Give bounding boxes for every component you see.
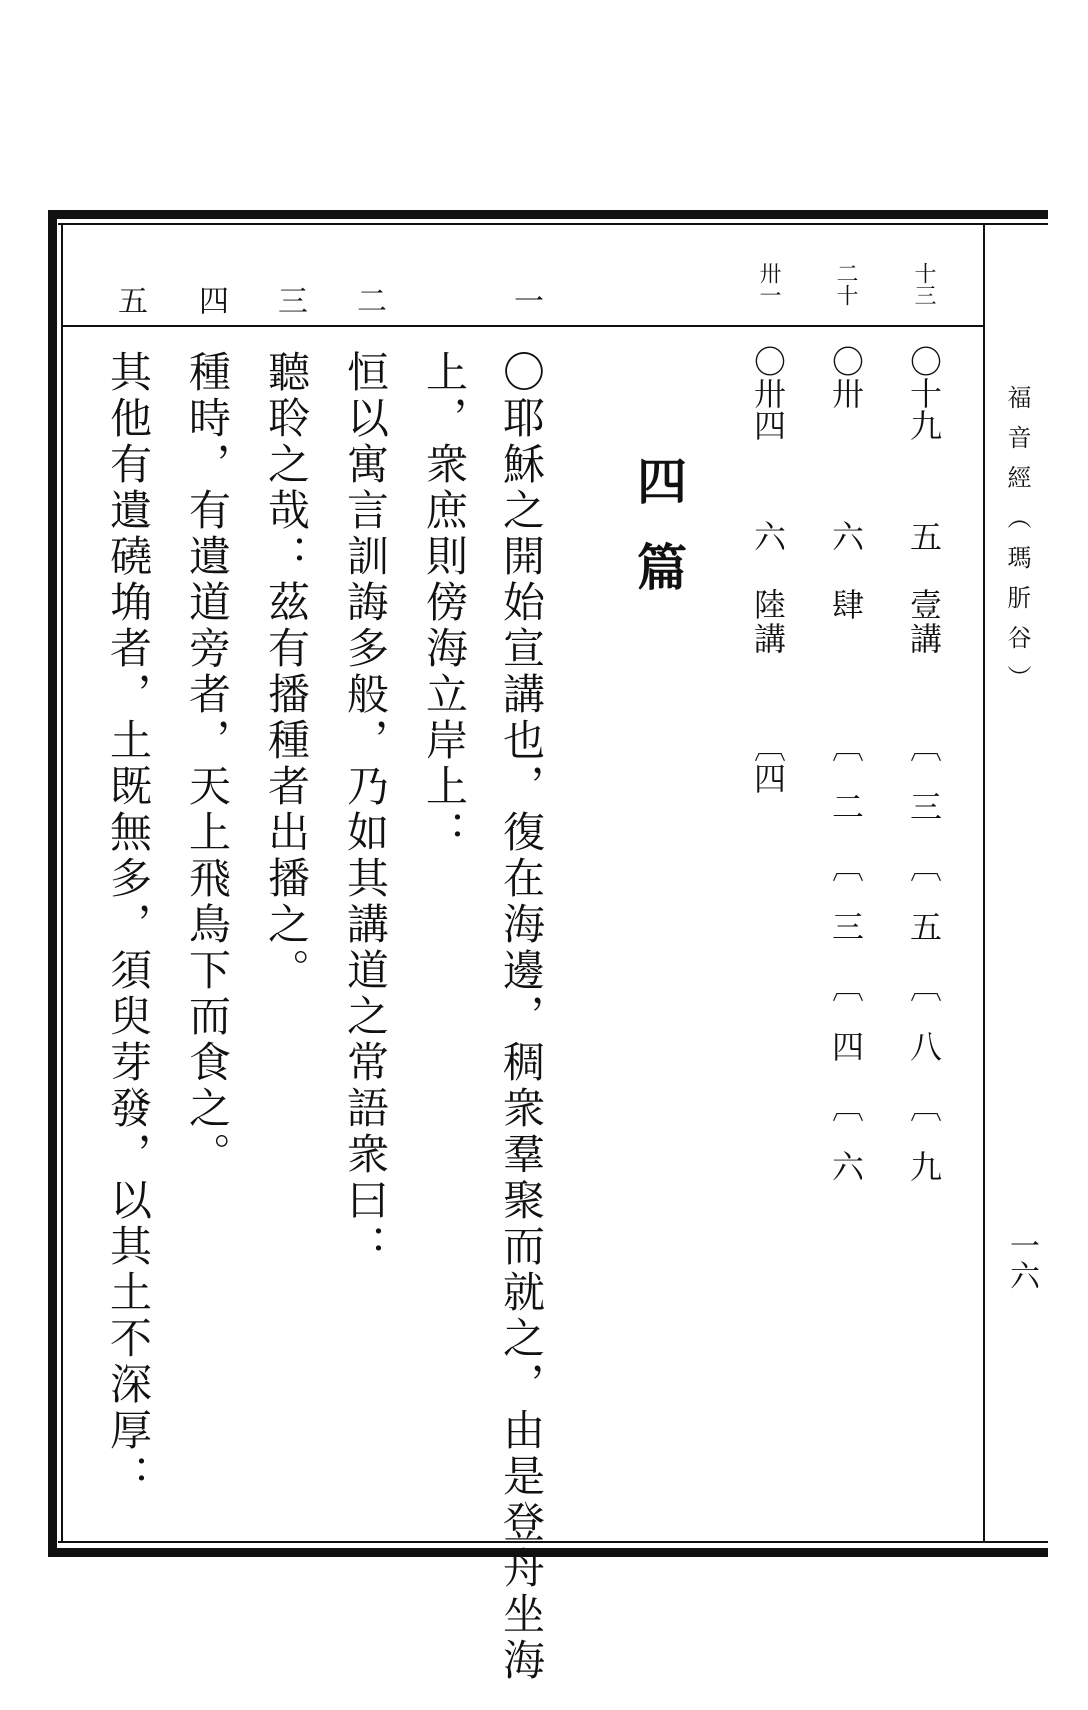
frame-top-border	[48, 210, 1048, 219]
verse-number: 二	[351, 285, 386, 315]
cross-ref-mid: 六 陸講	[749, 520, 787, 656]
frame-bottom-inner-border	[58, 1541, 1048, 1543]
verse-number: 五	[112, 285, 147, 315]
cross-ref-head: 〇卅	[827, 345, 865, 409]
verse-number: 一	[508, 285, 543, 315]
page-number: 一六	[1004, 1230, 1039, 1290]
verse-number: 四	[193, 285, 228, 315]
verse-text-line: 上，衆庶則傍海立岸上：	[420, 350, 469, 856]
cross-ref-mid: 六 肆	[827, 520, 865, 622]
cross-ref-refs: 〔四	[749, 730, 787, 794]
chapter-title: 四篇	[629, 455, 688, 627]
verse-text-line: 恒以寓言訓誨多般，乃如其講道之常語衆曰：	[341, 350, 390, 1270]
verse-text-line: 聽聆之哉：茲有播種者出播之。	[262, 350, 311, 994]
verse-label: 二十	[833, 262, 858, 306]
cross-ref-refs: 〔三〔五〔八〔九	[905, 730, 943, 1210]
gutter-divider	[983, 225, 985, 1541]
cross-ref-refs: 〔二〔三〔四〔六	[827, 730, 865, 1210]
verse-number-rule	[63, 325, 983, 327]
running-title: 福音經（瑪肵谷）	[1003, 385, 1031, 705]
frame-left-inner-border	[61, 223, 63, 1543]
frame-top-inner-border	[58, 223, 1048, 225]
verse-text-line: 〇耶穌之開始宣講也，復在海邊，稠衆羣聚而就之，由是登舟坐海	[497, 350, 546, 1684]
cross-ref-mid: 五 壹講	[905, 520, 943, 656]
verse-label: 十三	[911, 262, 936, 306]
frame-left-border	[48, 210, 57, 1557]
verse-text-line: 其他有遺磽埆者，土既無多，須臾芽發，以其土不深厚：	[104, 350, 153, 1500]
verse-text-line: 種時，有遺道旁者，天上飛鳥下而食之。	[183, 350, 232, 1178]
frame-bottom-border	[48, 1548, 1048, 1557]
cross-ref-head: 〇十九	[905, 345, 943, 441]
verse-label: 卅一	[756, 262, 781, 306]
cross-ref-head: 〇卅四	[749, 345, 787, 441]
verse-number: 三	[272, 285, 307, 315]
